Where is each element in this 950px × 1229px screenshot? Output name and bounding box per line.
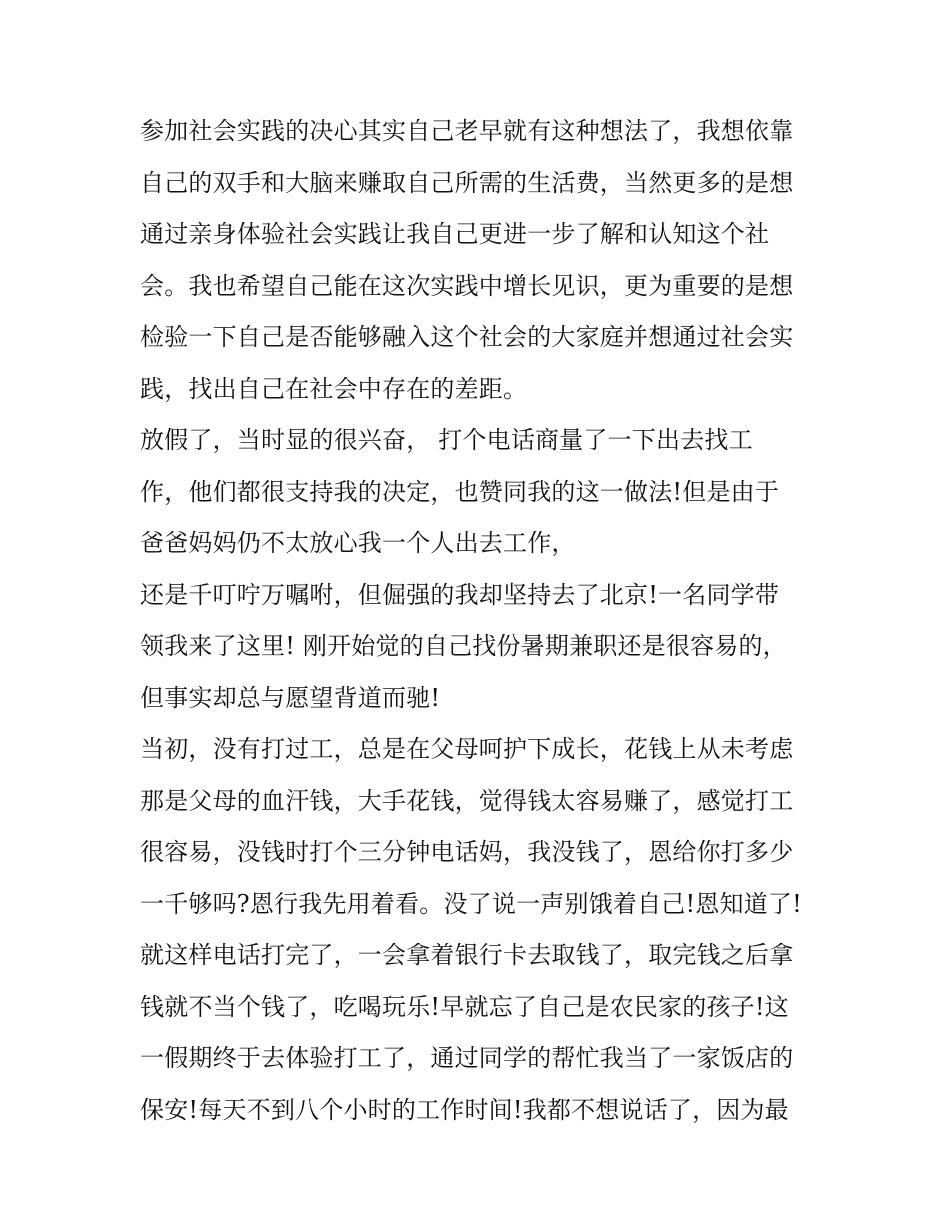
- body-text: [140, 106, 840, 1136]
- text-line: 保安!每天不到八个小时的工作时间!我都不想说话了，因为最: [140, 1095, 789, 1124]
- text-line: 自己的双手和大脑来赚取自己所需的生活费，当然更多的是想: [140, 168, 794, 197]
- text-line: 那是父母的血汗钱，大手花钱，觉得钱太容易赚了，感觉打工: [140, 786, 794, 815]
- text-line: 钱就不当个钱了，吃喝玩乐!早就忘了自己是农民家的孩子!这: [140, 992, 789, 1021]
- text-line: 领我来了这里! 刚开始觉的自己找份暑期兼职还是很容易的，: [140, 632, 787, 660]
- text-line: 检验一下自己是否能够融入这个社会的大家庭并想通过社会实: [140, 323, 794, 351]
- text-line: 当初，没有打过工，总是在父母呵护下成长，花钱上从未考虑: [140, 735, 794, 763]
- text-line: 很容易，没钱时打个三分钟电话妈，我没钱了，恩给你打多少: [140, 838, 794, 866]
- text-line: 通过亲身体验社会实践让我自己更进一步了解和认知这个社: [140, 220, 770, 248]
- text-line: 还是千叮咛万嘱咐，但倔强的我却坚持去了北京!一名同学带: [140, 580, 780, 609]
- text-line: 但事实却总与愿望背道而驰!: [140, 683, 441, 712]
- text-line: 践，找出自己在社会中存在的差距。: [140, 374, 528, 403]
- text-line: 放假了，当时显的很兴奋， 打个电话商量了一下出去找工: [140, 426, 753, 454]
- text-line: 作，他们都很支持我的决定，也赞同我的这一做法!但是由于: [140, 477, 780, 506]
- text-line: 就这样电话打完了，一会拿着银行卡去取钱了，取完钱之后拿: [140, 941, 794, 969]
- text-line: 参加社会实践的决心其实自己老早就有这种想法了，我想依靠: [140, 117, 794, 145]
- text-line: 一千够吗?恩行我先用着看。没了说一声别饿着自己!恩知道了!: [140, 889, 802, 918]
- text-line: 一假期终于去体验打工了，通过同学的帮忙我当了一家饭店的: [140, 1044, 794, 1072]
- text-line: 爸爸妈妈仍不太放心我一个人出去工作，: [140, 529, 576, 557]
- text-line: 会。我也希望自己能在这次实践中增长见识，更为重要的是想: [140, 271, 794, 300]
